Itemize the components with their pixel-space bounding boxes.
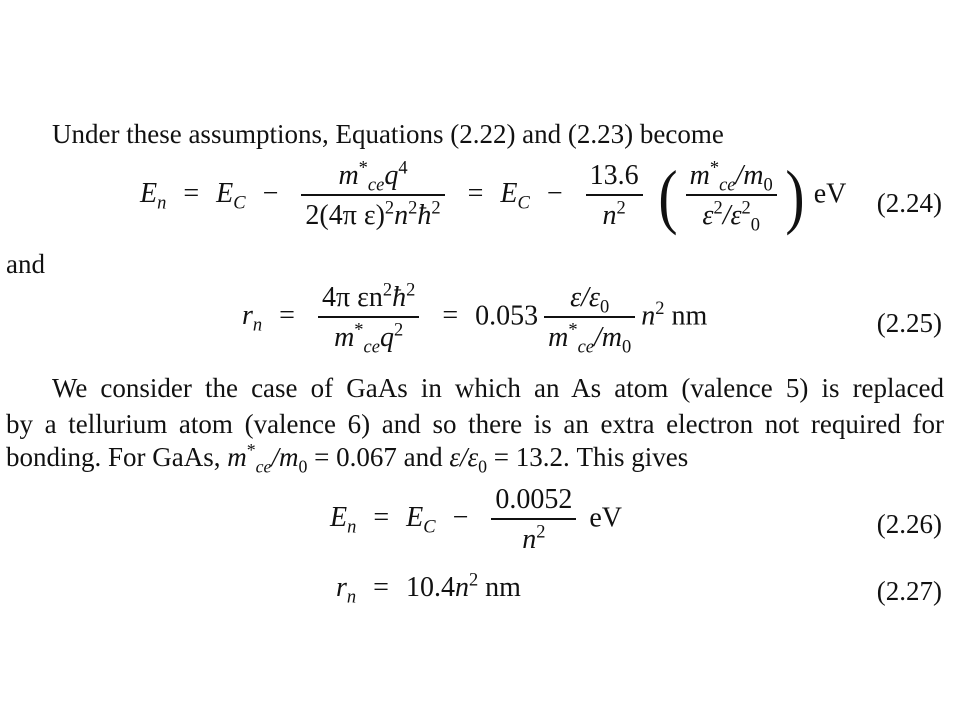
equation-2-24: $E_n = E_C$ − $\frac{m^*_{ce}q^4}{2(4\pi \varepsilon)^2n^2ħ^2}$ = $E_C$ − $\frac{13.6}{n^2}$ ( $\frac{m^*_{ce}/m_0}{\varepsilon^2/\varepsilon^2_0}$ ) eV <box>140 156 847 236</box>
eq225-fraction-2: $\frac{\varepsilon/\varepsilon_0}{m^*_{ce}/m_0}$ <box>544 282 635 354</box>
connector-and: and <box>6 249 45 279</box>
eq224-fraction-3: $\frac{m^*_{ce}/m_0}{\varepsilon^2/\varepsilon^2_0}$ <box>686 160 777 232</box>
equation-number-2-24: (2.24) <box>876 188 942 218</box>
equation-2-27: $r_n = 10.4n^2$ nm <box>336 569 521 607</box>
paragraph-2-line-1: We consider the case of GaAs in which an As atom (valence 5) is replaced <box>52 373 944 403</box>
eq226-unit: eV <box>589 502 623 534</box>
paragraph-2-line-2: by a tellurium atom (valence 6) and so there is an extra electron not required for <box>6 409 944 439</box>
eq224-fraction-2: $\frac{13.6}{n^2}$ <box>586 160 643 232</box>
equation-number-2-26: (2.26) <box>876 509 942 539</box>
eq225-lhs: $r_n$ <box>242 300 263 336</box>
eq225-unit: nm <box>671 300 708 332</box>
eq224-ec: $E_C$ <box>216 178 246 214</box>
eq225-n: n <box>641 300 656 332</box>
eq224-ec-2: $E_C$ <box>500 178 530 214</box>
eq226-lhs: $E_n$ <box>330 502 357 538</box>
eq225-fraction-1: $\frac{4\pi \varepsilon n^2ħ^2}{m^*_{ce}q^2}$ <box>318 282 419 354</box>
equation-2-26: $E_n = E_C$ − $\frac{0.0052}{n^2}$ eV <box>330 484 623 555</box>
eq224-lhs: $E_n$ <box>140 178 167 214</box>
eq227-unit: nm <box>485 572 521 603</box>
equation-number-2-25: (2.25) <box>876 308 942 338</box>
right-paren: ) <box>785 156 805 236</box>
eq225-coefficient: 0.053 <box>475 300 539 332</box>
intro-sentence <box>52 118 724 150</box>
left-paren: ( <box>658 156 678 236</box>
equation-number-2-27: (2.27) <box>876 576 942 606</box>
eq224-unit: eV <box>813 178 847 210</box>
eq226-ec: $E_C$ <box>406 502 436 538</box>
eq227-lhs: $r_n$ <box>336 572 357 607</box>
paragraph-2-line-3: bonding. For GaAs, $m^*_{ce}/m_0 = 0.067$ and $\varepsilon/\varepsilon_0 = 13.2$. This gives <box>6 440 689 477</box>
eq227-value: 10.4 <box>405 572 455 603</box>
eq224-fraction-1: $\frac{m^*_{ce}q^4}{2(4\pi \varepsilon)^2n^2ħ^2}$ <box>301 160 444 232</box>
intro-text: Under these assumptions, Equations (2.22) and (2.23) become <box>52 119 724 149</box>
equation-2-25: $r_n$ = $\frac{4\pi \varepsilon n^2ħ^2}{m^*_{ce}q^2}$ = 0.053 $\frac{\varepsilon/\varepsilon_0}{m^*_{ce}/m_0}$ $n^2$ nm <box>242 279 708 357</box>
eq226-fraction: $\frac{0.0052}{n^2}$ <box>491 484 576 556</box>
